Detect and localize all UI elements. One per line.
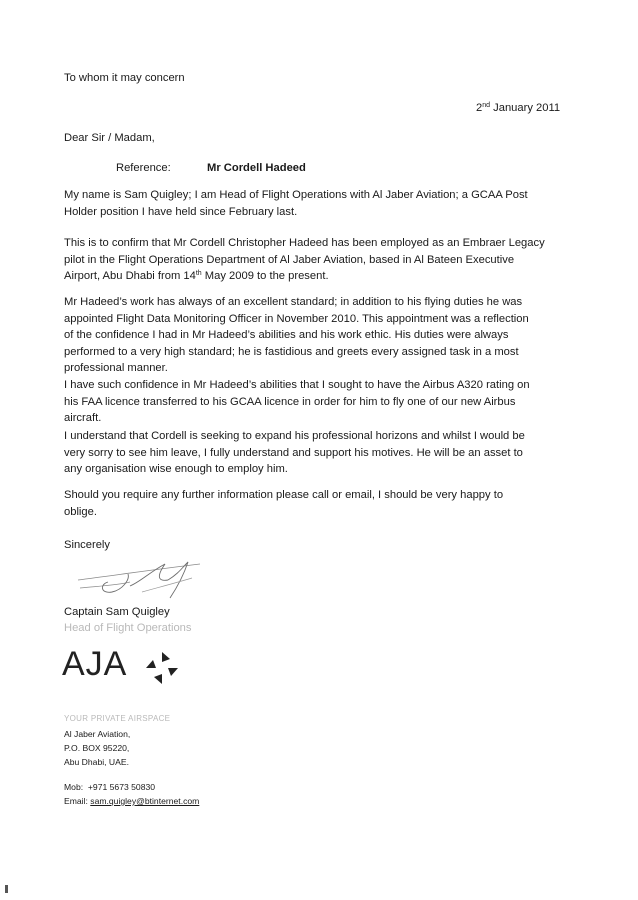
signatory-name: Captain Sam Quigley <box>64 606 170 618</box>
handwritten-signature <box>70 552 210 604</box>
company-logo-mark-icon <box>144 650 180 686</box>
paragraph-intro: My name is Sam Quigley; I am Head of Flight Operations with Al Jaber Aviation; a GCAA Post Holder position I have held since February last. <box>64 189 528 218</box>
address-line: Al Jaber Aviation, <box>64 729 131 739</box>
paragraph-contact: Should you require any further information please call or email, I should be very happy to oblige. <box>64 489 504 518</box>
paragraph-recommendation: I understand that Cordell is seeking to expand his professional horizons and whilst I would be very sorry to see him leave, I fully understand and support his motives. He will be an asset to any organisation wise enough to employ him. <box>64 430 525 476</box>
email-line: Email: sam.quigley@btinternet.com <box>64 796 200 806</box>
signatory-title: Head of Flight Operations <box>64 622 192 634</box>
scan-artifact <box>5 885 8 893</box>
greeting: Dear Sir / Madam, <box>64 132 155 144</box>
reference-label: Reference: <box>116 162 171 174</box>
paragraph-employment: This is to confirm that Mr Cordell Christopher Hadeed has been employed as an Embraer Legacy pilot in the Flight Operations Department of Al Jaber Aviation, based in Al Bateen Executive Airport, Abu Dhabi from 14th May 2009 to the present. <box>64 237 545 283</box>
mobile-line: Mob: +971 5673 50830 <box>64 782 156 792</box>
reference-value: Mr Cordell Hadeed <box>207 162 306 174</box>
closing: Sincerely <box>64 539 111 551</box>
address-line: P.O. BOX 95220, <box>64 743 130 753</box>
email-link[interactable]: sam.quigley@btinternet.com <box>90 796 200 806</box>
paragraph-performance: Mr Hadeed’s work has always of an excellent standard; in addition to his flying duties he was appointed Flight Data Monitoring Officer in November 2010. This appointment was a reflection of the confidence I had in Mr Hadeed’s abilities and his work ethic. His duties were always performed to a very high standard; he is fastidious and greets every assigned task in a most professional manner. I have such confidence in Mr Hadeed’s abilities that I sought to have the Airbus A320 rating on his FAA licence transferred to his GCAA licence in order for him to fly one of our new Airbus aircraft. <box>64 296 530 425</box>
letter-date: 2nd January 2011 <box>476 102 561 114</box>
company-logo-wordmark: AJA <box>62 645 128 683</box>
address-line: Abu Dhabi, UAE. <box>64 757 129 767</box>
addressee-line: To whom it may concern <box>64 72 185 84</box>
company-tagline: YOUR PRIVATE AIRSPACE <box>64 714 171 723</box>
